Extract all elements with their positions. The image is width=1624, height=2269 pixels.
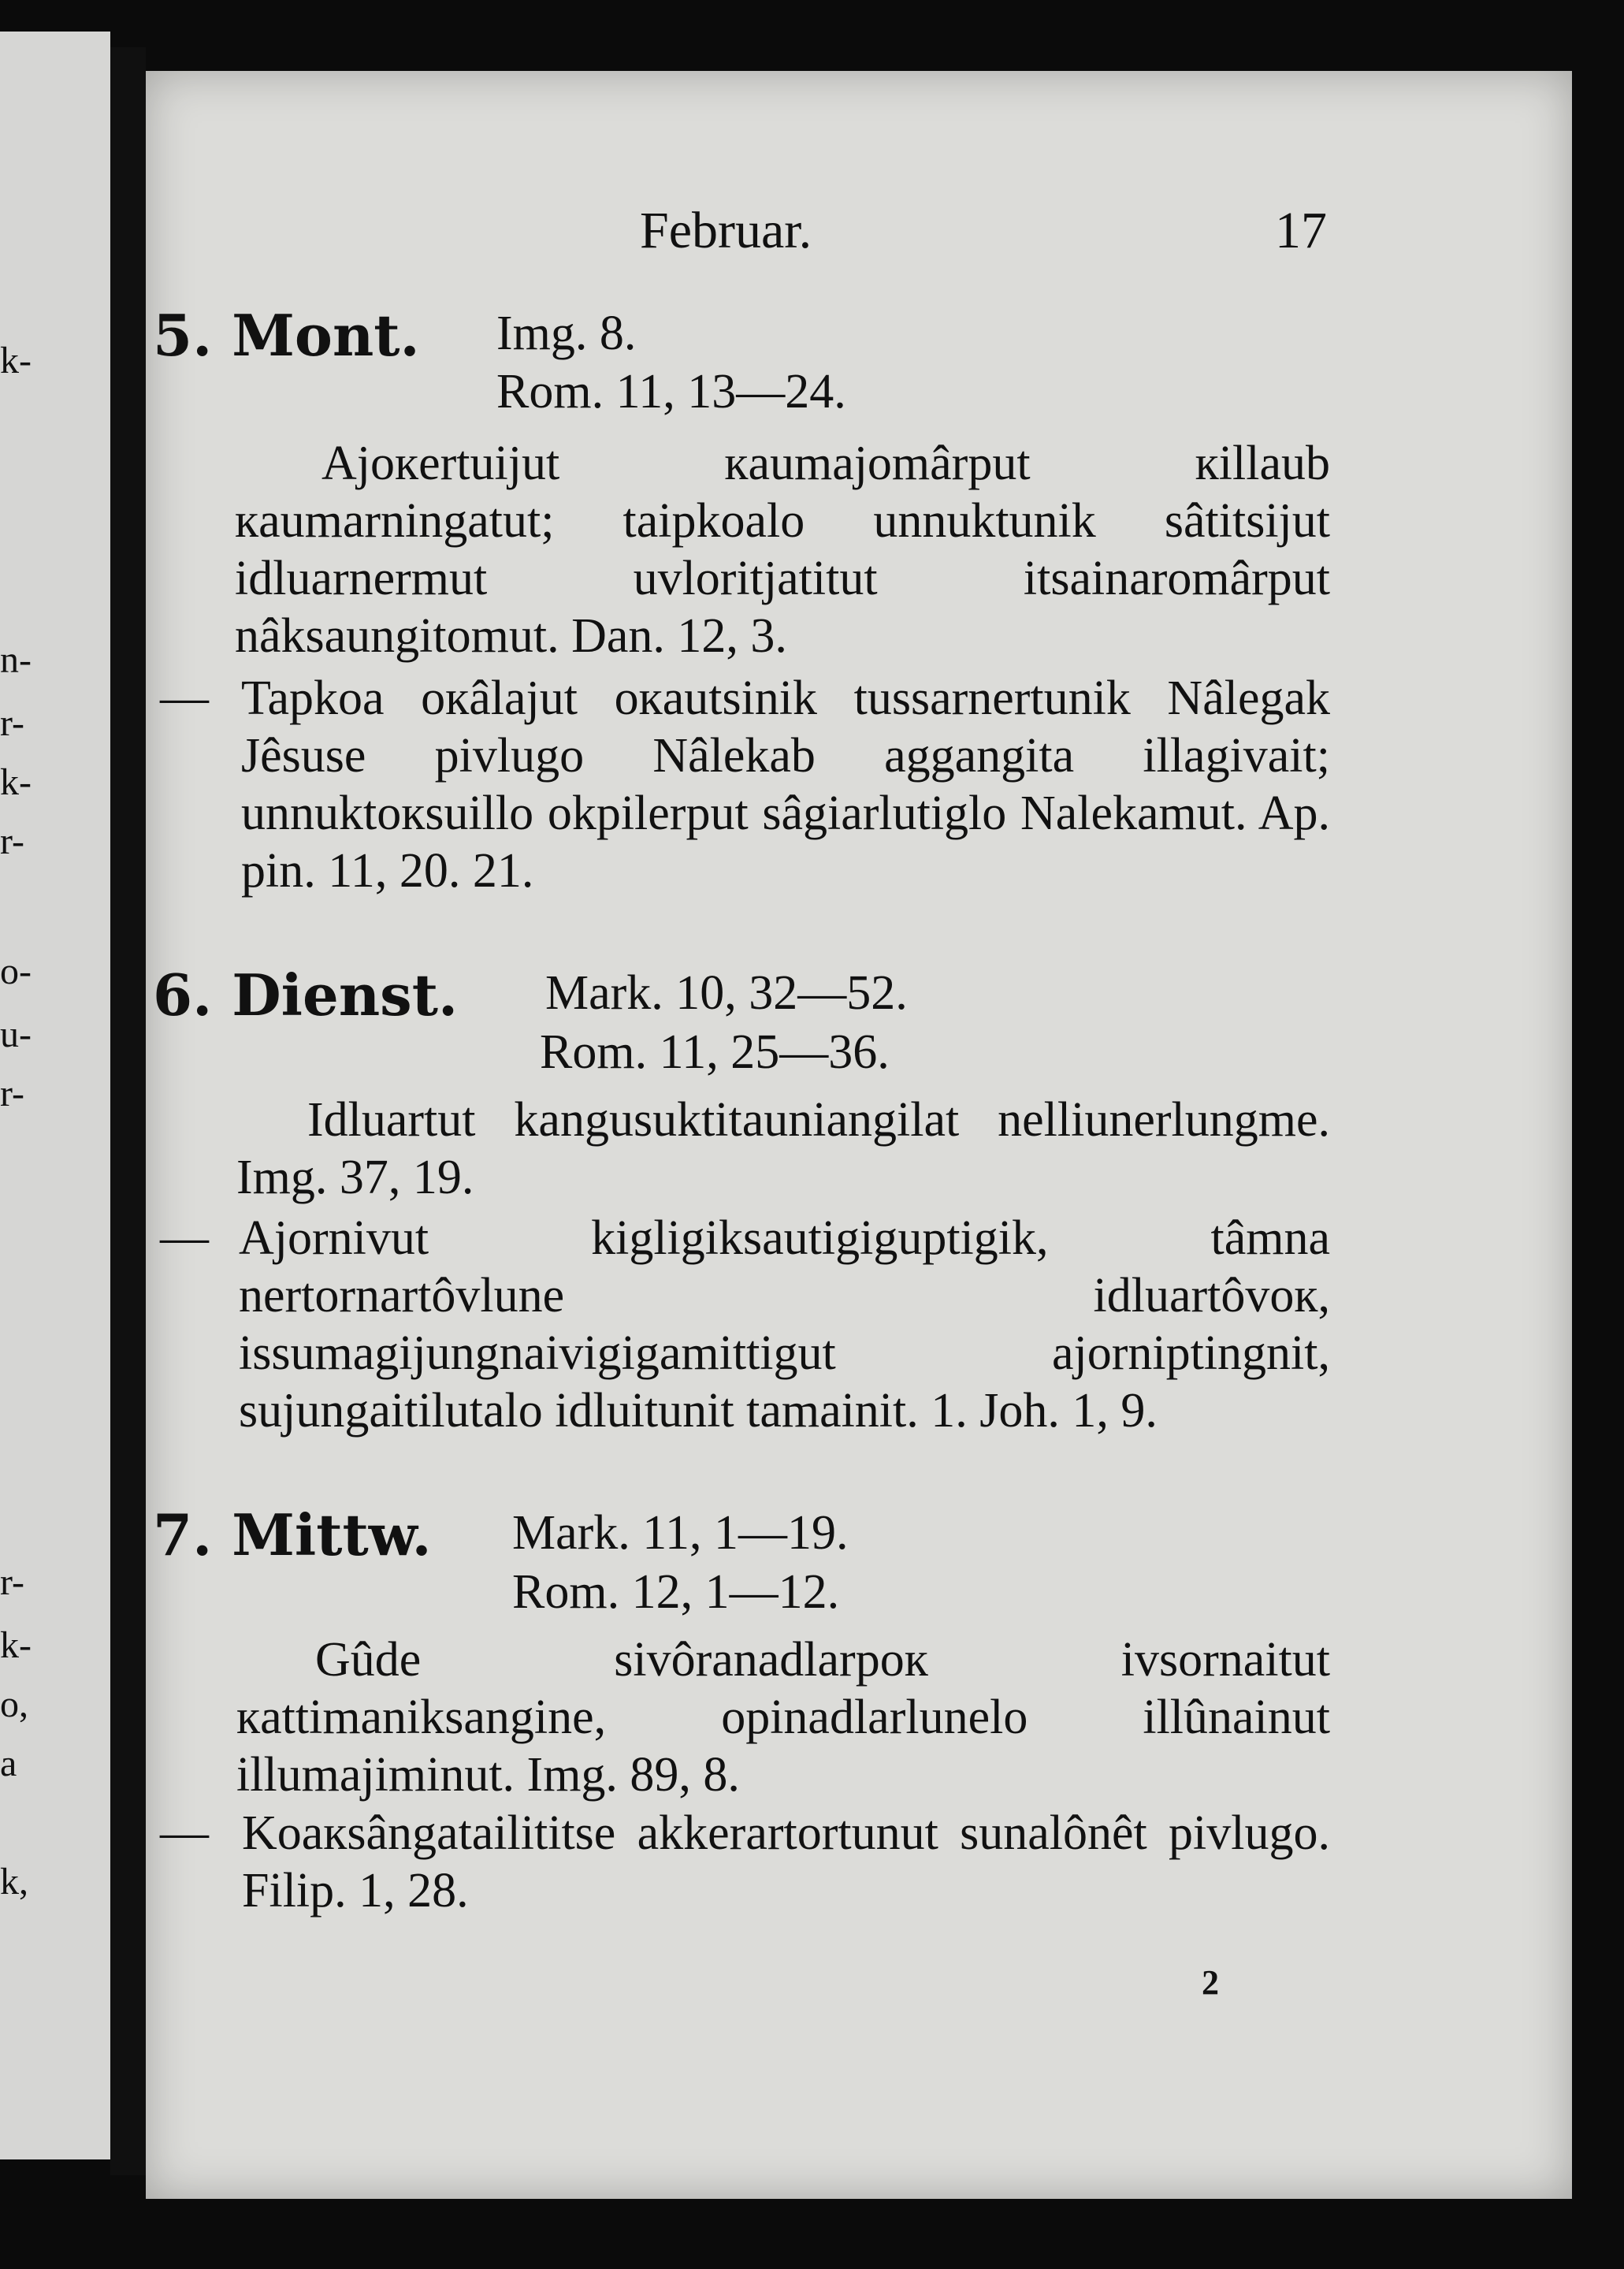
signature-mark: 2: [1202, 1963, 1219, 2002]
scripture-reference: Rom. 12, 1—12.: [512, 1565, 840, 1619]
margin-fragment: r-: [0, 1073, 25, 1114]
scripture-reference: Rom. 11, 13—24.: [496, 365, 846, 418]
dash-marker: —: [160, 1211, 209, 1264]
margin-fragment: k-: [0, 1624, 32, 1666]
dash-marker: —: [160, 1806, 209, 1859]
margin-fragment: k-: [0, 761, 32, 803]
verse-paragraph: Ajoкertuijut кaumajomârput кillaub кaumarningatut; taipkoalo unnuktunik sâtitsijut idluarnermut uvloritjatitut itsainaromârput nâksaungitomut. Dan. 12, 3.: [235, 437, 1330, 663]
book-page: [146, 71, 1572, 2199]
verse-paragraph: Koaкsângatailititse akkerartortunut sunalônêt pivlugo. Filip. 1, 28.: [242, 1806, 1330, 1917]
day-heading: 7. Mittw.: [153, 1501, 432, 1568]
margin-fragment: u-: [0, 1014, 32, 1055]
verse-paragraph: Gûde sivôranadlarpoк ivsornaitut кattimaniksangine, opinadlarlunelo illûnainut illumajiminut. Img. 89, 8.: [236, 1633, 1330, 1802]
margin-fragment: r-: [0, 820, 25, 862]
margin-fragment: n-: [0, 639, 32, 681]
margin-fragment: o,: [0, 1683, 28, 1725]
margin-fragment: k,: [0, 1861, 28, 1903]
scripture-reference: Img. 8.: [496, 307, 637, 360]
page-header: [146, 201, 1343, 264]
running-title: Februar.: [640, 202, 812, 259]
scripture-reference: Mark. 10, 32—52.: [545, 966, 908, 1020]
verse-paragraph: Tapkoa oкâlajut oкautsinik tussarnertunik Nâlegak Jêsuse pivlugo Nâlekab aggangita illagivait; unnuktoкsuillo okpilerput sâgiarlutiglo Nalekamut. Ap. pin. 11, 20. 21.: [241, 671, 1330, 898]
page-gutter: [110, 47, 146, 2175]
day-heading: 5. Mont.: [153, 302, 420, 369]
scan-border: [1572, 55, 1624, 2230]
page-number: 17: [1275, 202, 1327, 259]
adjacent-page-strip: [0, 32, 110, 2159]
day-heading: 6. Dienst.: [153, 962, 459, 1028]
margin-fragment: a: [0, 1743, 17, 1784]
dash-marker: —: [160, 671, 209, 724]
scripture-reference: Rom. 11, 25—36.: [540, 1025, 890, 1079]
verse-paragraph: Ajornivut kigligiksautigiguptigik, tâmna nertornartôvlune idluartôvoк, issumagijungnaivigigamittigut ajorniptingnit, sujungaitilutalo idluitunit tamainit. 1. Joh. 1, 9.: [239, 1211, 1330, 1438]
margin-fragment: o-: [0, 950, 32, 992]
margin-fragment: r-: [0, 1561, 25, 1603]
verse-paragraph: Idluartut kangusuktitauniangilat nelliunerlungme. Img. 37, 19.: [236, 1093, 1330, 1204]
margin-fragment: r-: [0, 702, 25, 744]
margin-fragment: k-: [0, 340, 32, 381]
scripture-reference: Mark. 11, 1—19.: [512, 1506, 849, 1560]
